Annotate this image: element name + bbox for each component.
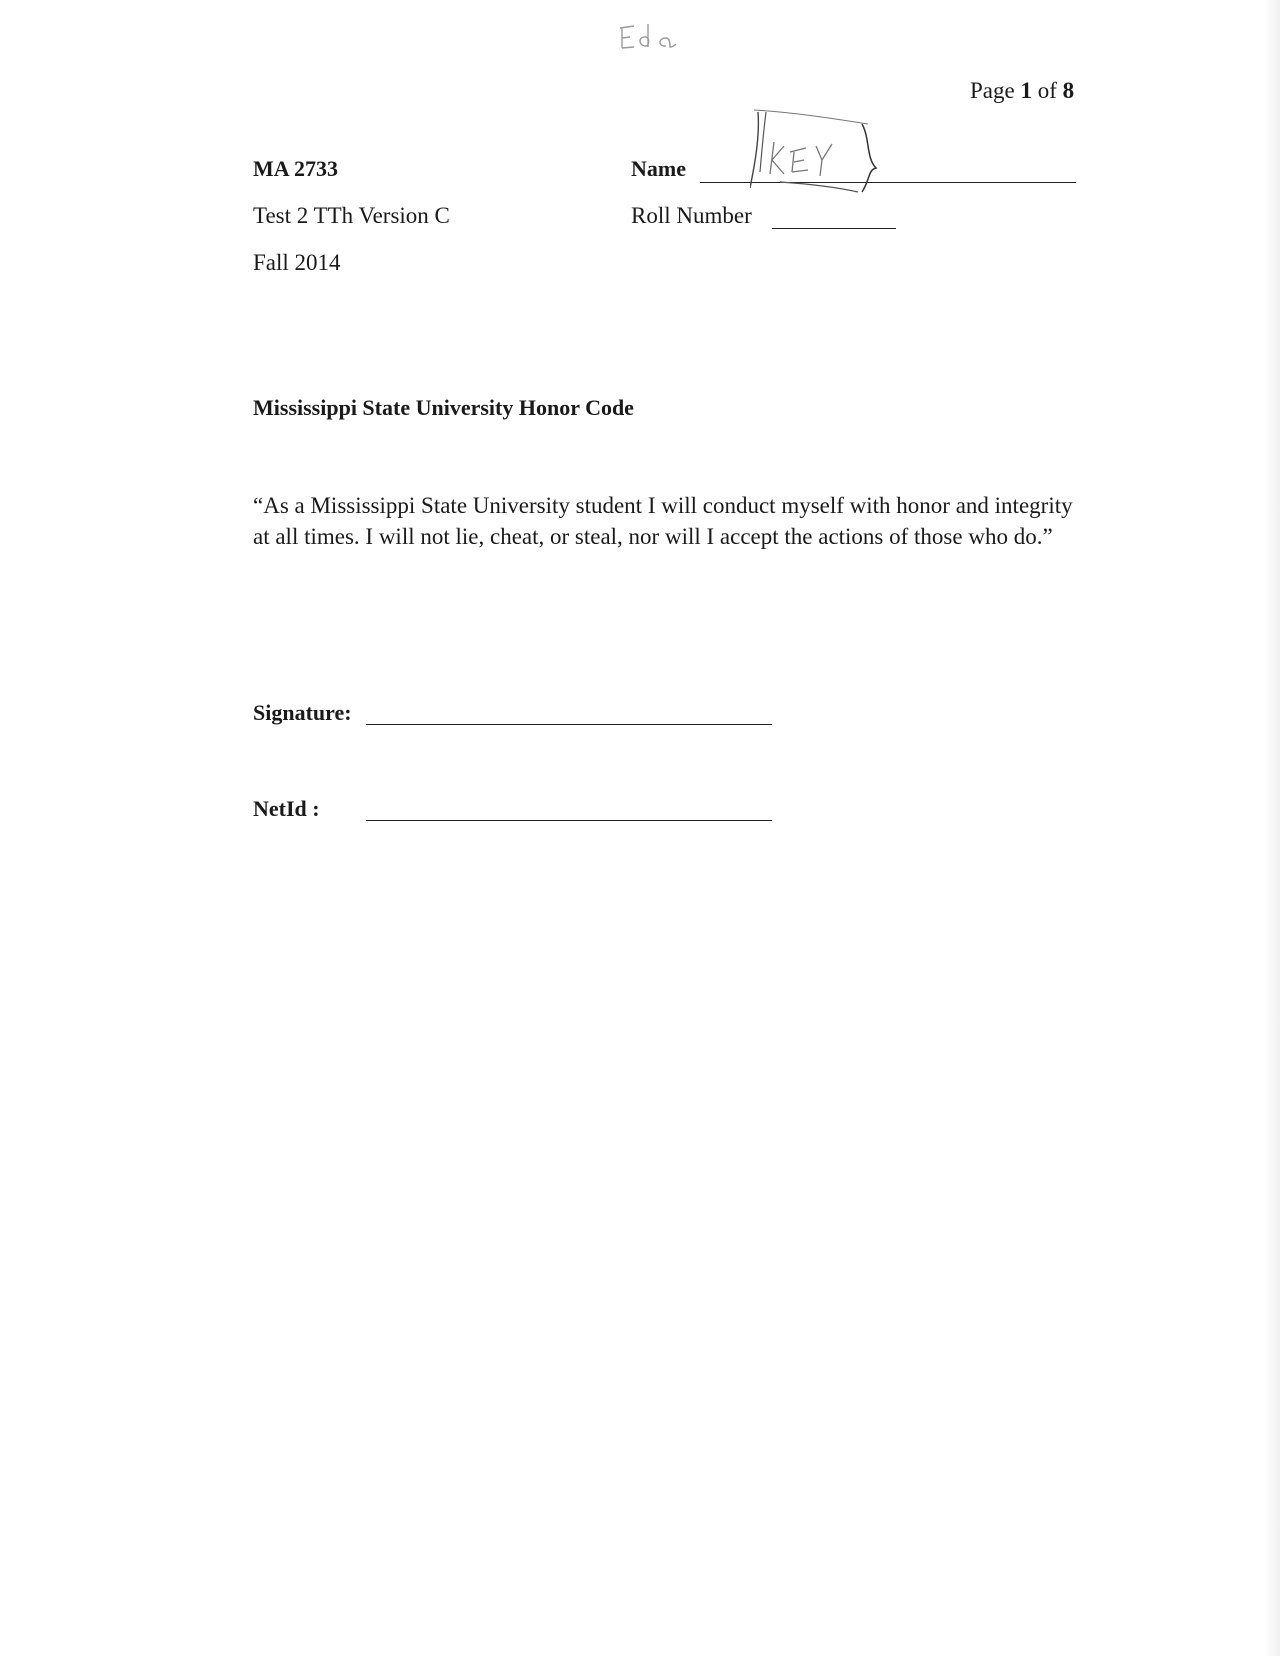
page-total: 8 [1062, 78, 1075, 103]
honor-code-title: Mississippi State University Honor Code [253, 395, 634, 420]
netid-field-line [366, 820, 772, 821]
roll-number-field-line [772, 228, 896, 229]
signature-field-line [366, 724, 772, 725]
name-label: Name [631, 156, 686, 181]
scan-edge-shadow [1264, 0, 1280, 1656]
page-current: 1 [1020, 78, 1032, 103]
honor-code-text: “As a Mississippi State University student I will conduct myself with honor and integrity at all times. I will not lie, cheat, or steal, nor will I accept the actions of those who do.” [253, 493, 1073, 549]
signature-label: Signature: [253, 700, 352, 725]
semester: Fall 2014 [253, 250, 341, 275]
netid-label: NetId : [253, 796, 320, 821]
roll-number-label: Roll Number [631, 203, 752, 228]
page-of: of [1031, 78, 1063, 103]
page-prefix: Page [970, 78, 1021, 103]
handwritten-key-mark [750, 108, 900, 208]
test-version: Test 2 TTh Version C [253, 203, 450, 228]
handwritten-top-note [612, 16, 702, 56]
course-code: MA 2733 [253, 156, 338, 181]
page-number [970, 78, 1074, 104]
